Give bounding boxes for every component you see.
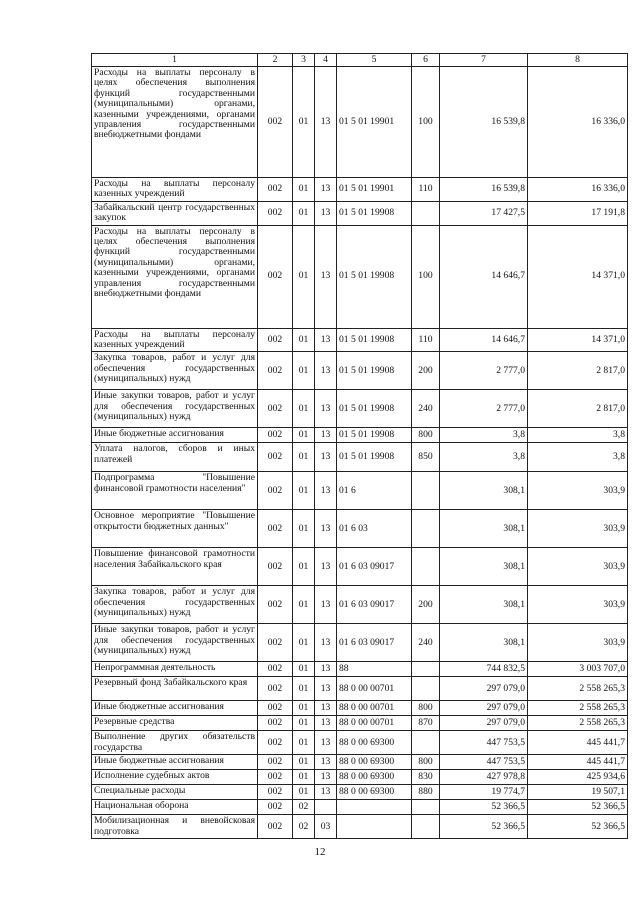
subsection-cell: 13 (315, 472, 337, 510)
amount-year2-cell: 3 003 707,0 (528, 662, 628, 677)
admin-code-cell: 002 (258, 624, 293, 662)
section-cell: 01 (293, 731, 315, 755)
amount-year2-cell: 2 558 265,3 (528, 677, 628, 701)
amount-year1-cell: 52 366,5 (440, 800, 528, 815)
admin-code-cell: 002 (258, 178, 293, 202)
description-cell: Иные бюджетные ассигнования (92, 701, 258, 716)
table-row (92, 800, 628, 815)
description-cell: Резервные средства (92, 716, 258, 731)
amount-year2-cell: 303,9 (528, 548, 628, 586)
table-row (92, 428, 628, 443)
amount-year1-cell: 17 427,5 (440, 201, 528, 225)
budget-table (91, 53, 628, 839)
amount-year1-cell: 52 366,5 (440, 815, 528, 839)
description-cell: Национальная оборона (92, 800, 258, 815)
target-article-cell: 01 5 01 19901 (337, 178, 412, 202)
table-row (92, 510, 628, 548)
expense-type-cell (412, 662, 440, 677)
target-article-cell: 01 6 03 09017 (337, 548, 412, 586)
description-cell: Основное мероприятие "Повышение открытости бюджетных данных" (92, 510, 258, 548)
subsection-cell: 13 (315, 662, 337, 677)
description-cell: Расходы на выплаты персоналу в целях обеспечения выполнения функций государственными (муниципальными) органами, казенными учреждениями, органами управления государственными внебюджетными фондами (92, 67, 258, 178)
column-header: 6 (412, 54, 440, 67)
admin-code-cell: 002 (258, 472, 293, 510)
subsection-cell (315, 800, 337, 815)
section-cell: 01 (293, 716, 315, 731)
description-cell: Закупка товаров, работ и услуг для обеспечения государственных (муниципальных) нужд (92, 352, 258, 390)
subsection-cell: 13 (315, 443, 337, 472)
amount-year1-cell: 427 978,8 (440, 770, 528, 785)
amount-year1-cell: 3,8 (440, 428, 528, 443)
expense-type-cell (412, 731, 440, 755)
section-cell: 01 (293, 624, 315, 662)
target-article-cell: 88 0 00 00701 (337, 716, 412, 731)
column-header: 7 (440, 54, 528, 67)
description-cell: Расходы на выплаты персоналу в целях обеспечения выполнения функций государственными (муниципальными) органами, казенными учреждениями, органами управления государственными внебюджетными фондами (92, 225, 258, 328)
target-article-cell (337, 815, 412, 839)
description-cell: Резервный фонд Забайкальского края (92, 677, 258, 701)
expense-type-cell (412, 800, 440, 815)
description-cell: Повышение финансовой грамотности населения Забайкальского края (92, 548, 258, 586)
description-cell: Закупка товаров, работ и услуг для обеспечения государственных (муниципальных) нужд (92, 586, 258, 624)
expense-type-cell: 100 (412, 225, 440, 328)
admin-code-cell: 002 (258, 443, 293, 472)
expense-type-cell: 240 (412, 390, 440, 428)
subsection-cell: 13 (315, 201, 337, 225)
admin-code-cell: 002 (258, 586, 293, 624)
admin-code-cell: 002 (258, 731, 293, 755)
target-article-cell: 88 0 00 69300 (337, 755, 412, 770)
description-cell: Иные бюджетные ассигнования (92, 428, 258, 443)
amount-year2-cell: 303,9 (528, 510, 628, 548)
amount-year2-cell: 16 336,0 (528, 67, 628, 178)
table-row (92, 390, 628, 428)
section-cell: 01 (293, 785, 315, 800)
amount-year1-cell: 2 777,0 (440, 390, 528, 428)
page-number: 12 (314, 846, 326, 858)
expense-type-cell: 110 (412, 328, 440, 352)
amount-year2-cell: 2 558 265,3 (528, 716, 628, 731)
amount-year1-cell: 308,1 (440, 624, 528, 662)
expense-type-cell (412, 815, 440, 839)
amount-year1-cell: 308,1 (440, 586, 528, 624)
amount-year1-cell: 14 646,7 (440, 328, 528, 352)
amount-year2-cell: 17 191,8 (528, 201, 628, 225)
target-article-cell: 88 0 00 69300 (337, 785, 412, 800)
column-header: 8 (528, 54, 628, 67)
amount-year2-cell: 2 817,0 (528, 352, 628, 390)
expense-type-cell (412, 510, 440, 548)
expense-type-cell: 880 (412, 785, 440, 800)
amount-year2-cell: 303,9 (528, 472, 628, 510)
amount-year2-cell: 19 507,1 (528, 785, 628, 800)
section-cell: 01 (293, 201, 315, 225)
description-cell: Уплата налогов, сборов и иных платежей (92, 443, 258, 472)
expense-type-cell (412, 548, 440, 586)
section-cell: 01 (293, 770, 315, 785)
amount-year1-cell: 297 079,0 (440, 716, 528, 731)
admin-code-cell: 002 (258, 800, 293, 815)
admin-code-cell: 002 (258, 662, 293, 677)
amount-year1-cell: 297 079,0 (440, 701, 528, 716)
section-cell: 01 (293, 352, 315, 390)
amount-year1-cell: 14 646,7 (440, 225, 528, 328)
target-article-cell: 88 0 00 69300 (337, 731, 412, 755)
column-header: 2 (258, 54, 293, 67)
description-cell: Иные закупки товаров, работ и услуг для обеспечения государственных (муниципальных) нужд (92, 390, 258, 428)
subsection-cell: 13 (315, 716, 337, 731)
subsection-cell: 13 (315, 225, 337, 328)
target-article-cell: 88 0 00 00701 (337, 677, 412, 701)
target-article-cell: 01 5 01 19908 (337, 428, 412, 443)
expense-type-cell: 200 (412, 586, 440, 624)
amount-year1-cell: 3,8 (440, 443, 528, 472)
subsection-cell: 13 (315, 731, 337, 755)
subsection-cell: 13 (315, 755, 337, 770)
admin-code-cell: 002 (258, 701, 293, 716)
subsection-cell: 13 (315, 510, 337, 548)
table-row (92, 677, 628, 701)
target-article-cell: 01 5 01 19908 (337, 201, 412, 225)
subsection-cell: 13 (315, 178, 337, 202)
amount-year2-cell: 2 558 265,3 (528, 701, 628, 716)
section-cell: 01 (293, 443, 315, 472)
target-article-cell (337, 800, 412, 815)
subsection-cell: 13 (315, 390, 337, 428)
expense-type-cell (412, 677, 440, 701)
subsection-cell: 13 (315, 677, 337, 701)
expense-type-cell: 830 (412, 770, 440, 785)
section-cell: 01 (293, 328, 315, 352)
amount-year1-cell: 447 753,5 (440, 731, 528, 755)
admin-code-cell: 002 (258, 548, 293, 586)
table-row (92, 443, 628, 472)
table-row (92, 201, 628, 225)
description-cell: Выполнение других обязательств государства (92, 731, 258, 755)
table-row (92, 716, 628, 731)
amount-year1-cell: 16 539,8 (440, 67, 528, 178)
expense-type-cell: 240 (412, 624, 440, 662)
table-row (92, 755, 628, 770)
column-header: 5 (337, 54, 412, 67)
section-cell: 01 (293, 755, 315, 770)
section-cell: 01 (293, 548, 315, 586)
amount-year1-cell: 744 832,5 (440, 662, 528, 677)
description-cell: Иные закупки товаров, работ и услуг для обеспечения государственных (муниципальных) нужд (92, 624, 258, 662)
target-article-cell: 88 0 00 00701 (337, 701, 412, 716)
target-article-cell: 01 6 (337, 472, 412, 510)
admin-code-cell: 002 (258, 755, 293, 770)
amount-year2-cell: 14 371,0 (528, 328, 628, 352)
amount-year2-cell: 445 441,7 (528, 731, 628, 755)
table-row (92, 731, 628, 755)
amount-year1-cell: 447 753,5 (440, 755, 528, 770)
admin-code-cell: 002 (258, 815, 293, 839)
section-cell: 01 (293, 428, 315, 443)
column-number-row (92, 54, 628, 67)
target-article-cell: 01 5 01 19901 (337, 67, 412, 178)
expense-type-cell: 870 (412, 716, 440, 731)
table-row (92, 785, 628, 800)
expense-type-cell: 800 (412, 428, 440, 443)
expense-type-cell: 100 (412, 67, 440, 178)
section-cell: 01 (293, 178, 315, 202)
table-row (92, 178, 628, 202)
admin-code-cell: 002 (258, 785, 293, 800)
section-cell: 01 (293, 701, 315, 716)
amount-year1-cell: 308,1 (440, 548, 528, 586)
amount-year2-cell: 303,9 (528, 624, 628, 662)
subsection-cell: 13 (315, 67, 337, 178)
admin-code-cell: 002 (258, 770, 293, 785)
table-row (92, 624, 628, 662)
table-row (92, 352, 628, 390)
target-article-cell: 01 5 01 19908 (337, 390, 412, 428)
description-cell: Иные бюджетные ассигнования (92, 755, 258, 770)
target-article-cell: 88 0 00 69300 (337, 770, 412, 785)
subsection-cell: 13 (315, 701, 337, 716)
target-article-cell: 01 6 03 (337, 510, 412, 548)
section-cell: 02 (293, 800, 315, 815)
admin-code-cell: 002 (258, 510, 293, 548)
amount-year2-cell: 2 817,0 (528, 390, 628, 428)
amount-year2-cell: 14 371,0 (528, 225, 628, 328)
amount-year2-cell: 445 441,7 (528, 755, 628, 770)
admin-code-cell: 002 (258, 352, 293, 390)
expense-type-cell: 200 (412, 352, 440, 390)
amount-year2-cell: 52 366,5 (528, 800, 628, 815)
subsection-cell: 03 (315, 815, 337, 839)
description-cell: Забайкальский центр государственных закупок (92, 201, 258, 225)
subsection-cell: 13 (315, 428, 337, 443)
description-cell: Непрограммная деятельность (92, 662, 258, 677)
amount-year1-cell: 19 774,7 (440, 785, 528, 800)
section-cell: 01 (293, 390, 315, 428)
expense-type-cell: 800 (412, 755, 440, 770)
amount-year1-cell: 308,1 (440, 510, 528, 548)
target-article-cell: 01 6 03 09017 (337, 624, 412, 662)
description-cell: Специальные расходы (92, 785, 258, 800)
description-cell: Мобилизационная и вневойсковая подготовка (92, 815, 258, 839)
section-cell: 01 (293, 677, 315, 701)
table-row (92, 815, 628, 839)
section-cell: 01 (293, 586, 315, 624)
section-cell: 02 (293, 815, 315, 839)
target-article-cell: 01 5 01 19908 (337, 352, 412, 390)
description-cell: Расходы на выплаты персоналу казенных учреждений (92, 328, 258, 352)
budget-table-sheet (91, 53, 627, 839)
admin-code-cell: 002 (258, 716, 293, 731)
expense-type-cell (412, 201, 440, 225)
subsection-cell: 13 (315, 586, 337, 624)
admin-code-cell: 002 (258, 328, 293, 352)
section-cell: 01 (293, 67, 315, 178)
table-row (92, 586, 628, 624)
amount-year1-cell: 297 079,0 (440, 677, 528, 701)
table-row (92, 662, 628, 677)
expense-type-cell: 850 (412, 443, 440, 472)
subsection-cell: 13 (315, 770, 337, 785)
subsection-cell: 13 (315, 624, 337, 662)
column-header: 4 (315, 54, 337, 67)
expense-type-cell: 110 (412, 178, 440, 202)
amount-year1-cell: 2 777,0 (440, 352, 528, 390)
table-row (92, 225, 628, 328)
target-article-cell: 88 (337, 662, 412, 677)
amount-year2-cell: 425 934,6 (528, 770, 628, 785)
admin-code-cell: 002 (258, 428, 293, 443)
subsection-cell: 13 (315, 352, 337, 390)
target-article-cell: 01 6 03 09017 (337, 586, 412, 624)
section-cell: 01 (293, 510, 315, 548)
amount-year2-cell: 3,8 (528, 428, 628, 443)
admin-code-cell: 002 (258, 390, 293, 428)
table-row (92, 770, 628, 785)
description-cell: Подпрограмма "Повышение финансовой грамотности населения" (92, 472, 258, 510)
admin-code-cell: 002 (258, 677, 293, 701)
table-row (92, 67, 628, 178)
target-article-cell: 01 5 01 19908 (337, 443, 412, 472)
subsection-cell: 13 (315, 328, 337, 352)
amount-year1-cell: 308,1 (440, 472, 528, 510)
column-header: 3 (293, 54, 315, 67)
expense-type-cell (412, 472, 440, 510)
admin-code-cell: 002 (258, 67, 293, 178)
target-article-cell: 01 5 01 19908 (337, 225, 412, 328)
subsection-cell: 13 (315, 548, 337, 586)
admin-code-cell: 002 (258, 225, 293, 328)
description-cell: Исполнение судебных актов (92, 770, 258, 785)
subsection-cell: 13 (315, 785, 337, 800)
expense-type-cell: 800 (412, 701, 440, 716)
section-cell: 01 (293, 225, 315, 328)
target-article-cell: 01 5 01 19908 (337, 328, 412, 352)
section-cell: 01 (293, 662, 315, 677)
table-row (92, 472, 628, 510)
section-cell: 01 (293, 472, 315, 510)
table-row (92, 548, 628, 586)
amount-year2-cell: 52 366,5 (528, 815, 628, 839)
amount-year2-cell: 3,8 (528, 443, 628, 472)
amount-year2-cell: 16 336,0 (528, 178, 628, 202)
table-row (92, 328, 628, 352)
table-row (92, 701, 628, 716)
description-cell: Расходы на выплаты персоналу казенных учреждений (92, 178, 258, 202)
amount-year2-cell: 303,9 (528, 586, 628, 624)
admin-code-cell: 002 (258, 201, 293, 225)
column-header: 1 (92, 54, 258, 67)
amount-year1-cell: 16 539,8 (440, 178, 528, 202)
